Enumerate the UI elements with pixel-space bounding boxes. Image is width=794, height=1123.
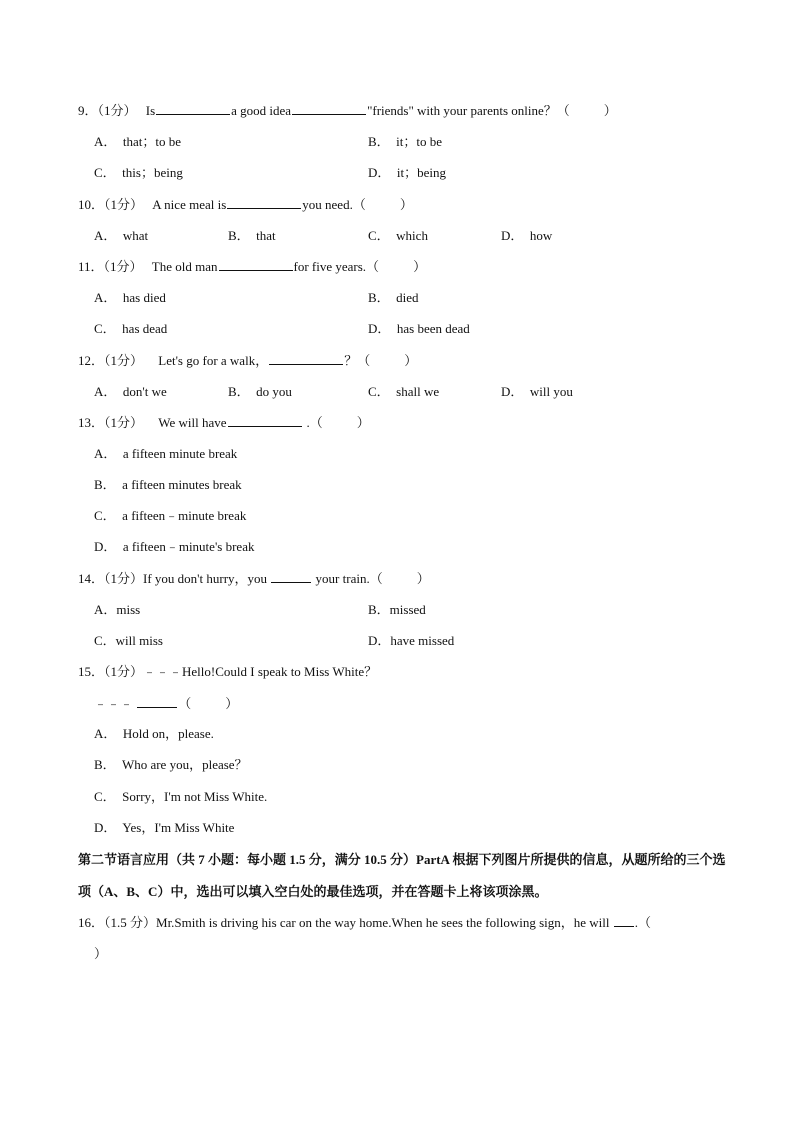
option-label: A． bbox=[94, 384, 117, 399]
answer-blank bbox=[292, 102, 366, 115]
option-label: C． bbox=[368, 384, 390, 399]
option-d bbox=[368, 165, 446, 181]
option-label: B． bbox=[94, 757, 116, 772]
option-label: D． bbox=[368, 165, 391, 180]
option-text: a fifteen﹣minute break bbox=[122, 508, 247, 523]
option-text: has died bbox=[122, 290, 166, 305]
paren-close: ） bbox=[413, 259, 427, 274]
option-text: Who are you，please？ bbox=[121, 757, 248, 772]
question-15 bbox=[78, 664, 377, 680]
option-d bbox=[501, 228, 552, 244]
option-c bbox=[94, 508, 246, 524]
option-label: D． bbox=[501, 228, 524, 243]
option-label: B． bbox=[228, 228, 250, 243]
option-label: D． bbox=[94, 820, 117, 835]
option-c bbox=[94, 321, 167, 337]
question-text: The old man bbox=[151, 259, 218, 274]
answer-blank bbox=[219, 258, 293, 271]
paren-close: ） bbox=[399, 197, 413, 212]
question-12 bbox=[78, 352, 417, 369]
option-c bbox=[94, 633, 163, 649]
question-16-close bbox=[94, 946, 107, 962]
option-label: C． bbox=[94, 321, 116, 336]
option-label: B． bbox=[228, 384, 250, 399]
option-a bbox=[94, 384, 167, 400]
answer-blank bbox=[271, 570, 311, 583]
option-text: that；to be bbox=[122, 134, 182, 149]
option-text: a fifteen minutes break bbox=[122, 477, 242, 492]
option-text: how bbox=[529, 228, 553, 243]
paren-open: （ bbox=[178, 696, 192, 711]
question-number: 10．（1分） bbox=[78, 197, 144, 212]
option-label: B． bbox=[368, 602, 390, 617]
question-text: for five years.（ bbox=[293, 259, 380, 274]
question-9 bbox=[78, 102, 617, 119]
option-text: will you bbox=[529, 384, 573, 399]
question-text: A nice meal is bbox=[152, 197, 227, 212]
question-text: a good idea bbox=[231, 103, 292, 118]
question-15-reply bbox=[94, 695, 238, 712]
option-label: D． bbox=[368, 633, 391, 648]
option-label: B． bbox=[94, 477, 116, 492]
option-label: A． bbox=[94, 446, 117, 461]
option-a bbox=[94, 446, 237, 462]
paren-close: ） bbox=[404, 353, 418, 368]
option-a bbox=[94, 602, 140, 618]
option-text: a fifteen﹣minute's break bbox=[122, 539, 255, 554]
question-text: Mr.Smith is driving his car on the way home.When he sees the following sign，he will bbox=[156, 915, 610, 930]
option-label: C． bbox=[94, 633, 116, 648]
question-text: your train.（ bbox=[315, 571, 383, 586]
answer-blank bbox=[227, 196, 301, 209]
option-text: have missed bbox=[390, 633, 455, 648]
option-label: A． bbox=[94, 726, 117, 741]
option-c bbox=[368, 384, 439, 400]
option-label: A． bbox=[94, 602, 117, 617]
option-label: B． bbox=[368, 290, 390, 305]
option-b bbox=[94, 477, 242, 493]
question-number: 9．（1分） bbox=[78, 103, 137, 118]
option-b bbox=[368, 290, 419, 306]
option-b bbox=[368, 134, 442, 150]
option-c bbox=[368, 228, 428, 244]
question-number: 12．（1分） bbox=[78, 353, 144, 368]
question-text: Is bbox=[145, 103, 156, 118]
question-text: We will have bbox=[158, 415, 227, 430]
option-text: shall we bbox=[396, 384, 440, 399]
question-10 bbox=[78, 196, 413, 213]
option-label: C． bbox=[368, 228, 390, 243]
option-text: it；to be bbox=[396, 134, 443, 149]
option-label: C． bbox=[94, 789, 116, 804]
option-d bbox=[368, 321, 470, 337]
option-text: missed bbox=[389, 602, 426, 617]
question-number: 13．（1分） bbox=[78, 415, 144, 430]
option-text: what bbox=[122, 228, 149, 243]
paren-close: ） bbox=[225, 696, 239, 711]
option-d bbox=[94, 539, 254, 555]
question-text: ﹣﹣﹣Hello!Could I speak to Miss White？ bbox=[143, 664, 378, 679]
option-text: will miss bbox=[115, 633, 163, 648]
question-text: you need.（ bbox=[302, 197, 366, 212]
option-text: that bbox=[256, 228, 276, 243]
option-b bbox=[228, 384, 292, 400]
option-text: don't we bbox=[122, 384, 167, 399]
option-text: it；being bbox=[396, 165, 446, 180]
question-text: "friends" with your parents online？（ bbox=[367, 103, 570, 118]
option-label: A． bbox=[94, 228, 117, 243]
answer-blank bbox=[269, 352, 343, 365]
paren-close: ） bbox=[356, 415, 370, 430]
paren-open: .（ bbox=[634, 915, 652, 930]
option-c bbox=[94, 789, 267, 805]
question-16 bbox=[78, 914, 651, 931]
section-heading: 第二节语言应用（共 7 小题：每小题 1.5 分，满分 10.5 分）PartA 根据下列图片所提供的信息，从题所给的三个选项（A、B、C）中，选出可以填入空白处的最佳选项，并在答题卡上将该项涂黑。 bbox=[78, 852, 726, 899]
option-label: A． bbox=[94, 290, 117, 305]
option-text: Sorry，I'm not Miss White. bbox=[122, 789, 268, 804]
option-label: C． bbox=[94, 165, 116, 180]
option-a bbox=[94, 726, 214, 742]
question-number: 11．（1分） bbox=[78, 259, 143, 274]
question-text: If you don't hurry，you bbox=[143, 571, 268, 586]
option-label: D． bbox=[368, 321, 391, 336]
option-text: Hold on，please. bbox=[122, 726, 214, 741]
question-11 bbox=[78, 258, 426, 275]
option-b bbox=[94, 757, 248, 773]
question-number: 16．（1.5 分） bbox=[78, 915, 157, 930]
option-d bbox=[368, 633, 454, 649]
question-14 bbox=[78, 570, 430, 587]
question-number: 15．（1分） bbox=[78, 664, 144, 679]
answer-blank bbox=[137, 695, 177, 708]
answer-blank bbox=[228, 414, 302, 427]
option-text: died bbox=[396, 290, 419, 305]
question-number: 14．（1分） bbox=[78, 571, 144, 586]
question-13 bbox=[78, 414, 370, 431]
question-text: Let's go for a walk， bbox=[158, 353, 269, 368]
option-label: A． bbox=[94, 134, 117, 149]
option-b bbox=[368, 602, 426, 618]
paren-close: ） bbox=[94, 946, 108, 961]
option-text: this；being bbox=[122, 165, 183, 180]
option-label: B． bbox=[368, 134, 390, 149]
question-text: .（ bbox=[306, 415, 323, 430]
paren-close: ） bbox=[603, 103, 617, 118]
option-c bbox=[94, 165, 183, 181]
dialogue-dash: ﹣﹣﹣ bbox=[94, 696, 134, 711]
option-text: has dead bbox=[122, 321, 168, 336]
option-text: do you bbox=[256, 384, 292, 399]
option-label: C． bbox=[94, 508, 116, 523]
option-label: D． bbox=[501, 384, 524, 399]
option-text: a fifteen minute break bbox=[122, 446, 238, 461]
option-d bbox=[501, 384, 573, 400]
option-b bbox=[228, 228, 276, 244]
option-d bbox=[94, 820, 234, 836]
option-text: miss bbox=[116, 602, 141, 617]
option-a bbox=[94, 290, 166, 306]
option-label: D． bbox=[94, 539, 117, 554]
paren-close: ） bbox=[416, 571, 430, 586]
question-text: ？（ bbox=[344, 353, 371, 368]
option-text: Yes，I'm Miss White bbox=[122, 820, 235, 835]
option-a bbox=[94, 134, 181, 150]
option-text: has been dead bbox=[396, 321, 470, 336]
answer-blank bbox=[614, 914, 634, 927]
answer-blank bbox=[156, 102, 230, 115]
option-text: which bbox=[396, 228, 428, 243]
option-a bbox=[94, 228, 148, 244]
